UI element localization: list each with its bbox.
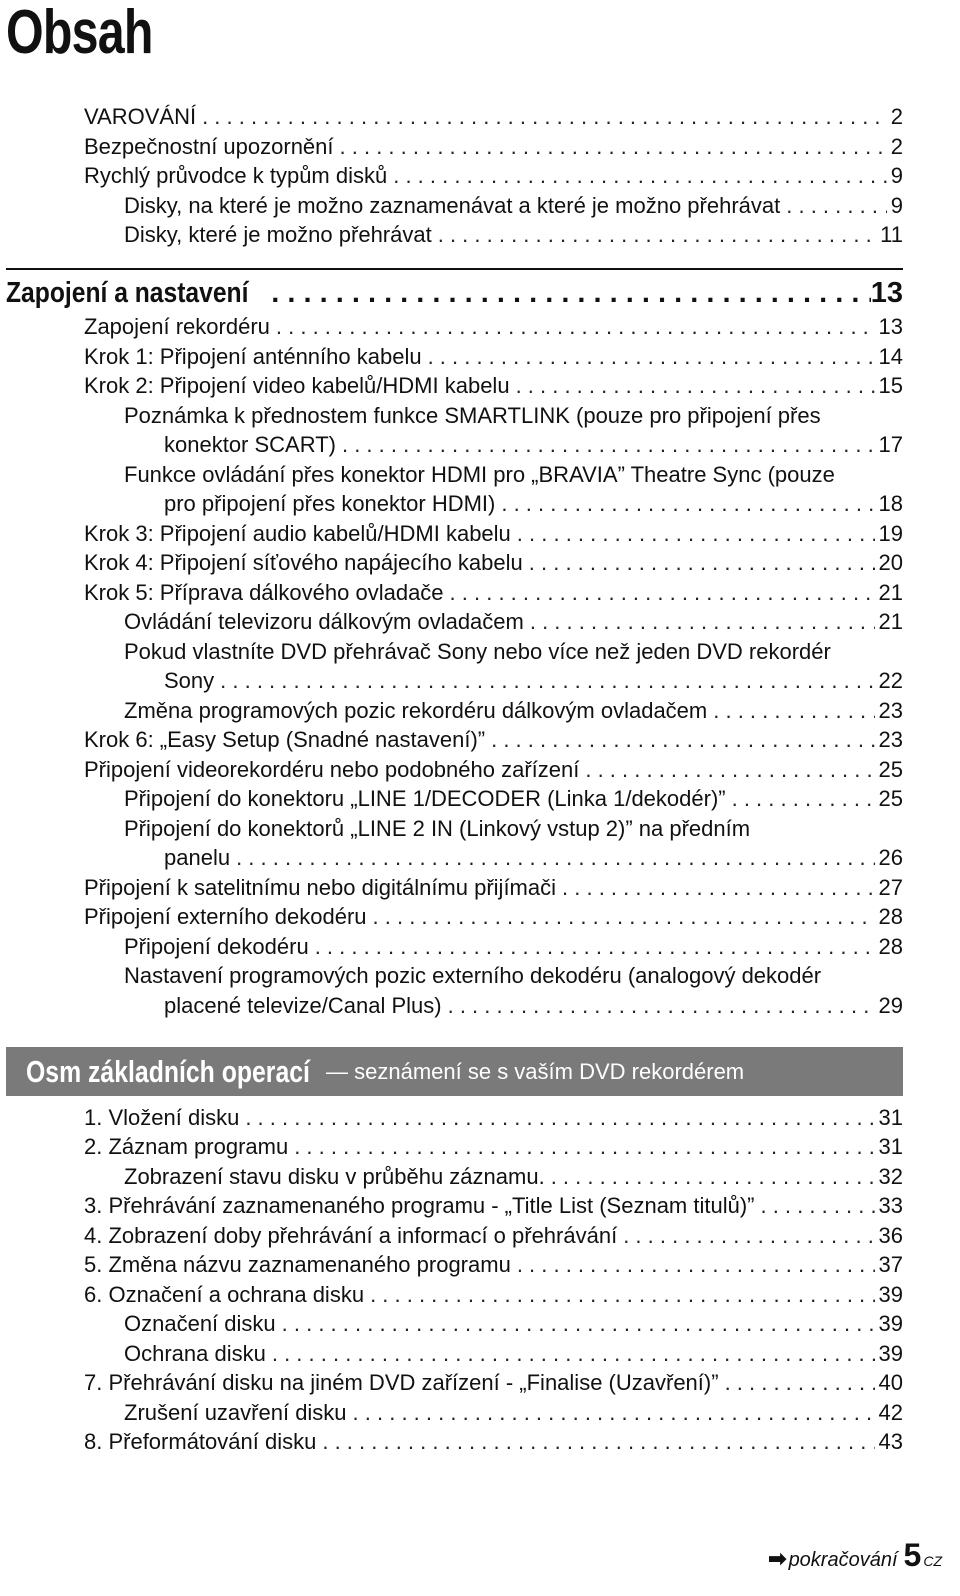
toc-entry[interactable] — [84, 1191, 903, 1221]
dot-leader — [448, 991, 875, 1021]
toc-entry-page: 39 — [878, 1311, 903, 1336]
dot-leader — [725, 1368, 875, 1398]
toc-entry[interactable] — [84, 102, 903, 132]
dot-leader — [551, 1162, 875, 1192]
toc-entry-label: Připojení externího dekodéru — [84, 904, 367, 929]
toc-entry-label: Připojení videorekordéru nebo podobného zařízení — [84, 757, 580, 782]
toc-entry-label-cont: Sony — [164, 668, 215, 693]
toc-entry[interactable] — [164, 489, 903, 519]
dot-leader — [202, 102, 887, 132]
toc-entry[interactable] — [124, 191, 903, 221]
toc-entry-page: 21 — [878, 609, 903, 634]
toc-entry-label[interactable]: Nastavení programových pozic externího dekodéru (analogový dekodér — [124, 963, 822, 988]
toc-entry-page: 14 — [878, 344, 903, 369]
toc-entry[interactable] — [84, 1103, 903, 1133]
toc-entry-page: 21 — [878, 580, 903, 605]
toc-entry-label: Zobrazení stavu disku v průběhu záznamu. — [124, 1164, 545, 1189]
toc-entry-label: Zrušení uzavření disku — [124, 1400, 347, 1425]
dot-leader — [272, 1339, 875, 1369]
toc-entry-label: Označení disku — [124, 1311, 276, 1336]
toc-entry-label: Ovládání televizoru dálkovým ovladačem — [124, 609, 524, 634]
dot-leader — [315, 932, 875, 962]
toc-entry-label: Krok 6: „Easy Setup (Snadné nastavení)” — [84, 727, 486, 752]
dot-leader — [428, 342, 875, 372]
toc-entry-page: 36 — [878, 1223, 903, 1248]
toc-entry-label: Krok 1: Připojení anténního kabelu — [84, 344, 422, 369]
dot-leader — [322, 1427, 874, 1457]
toc-entry-label: 7. Přehrávání disku na jiném DVD zařízení - „Finalise (Uzavření)” — [84, 1370, 719, 1395]
toc-entry-label: Připojení k satelitnímu nebo digitálnímu přijímači — [84, 875, 557, 900]
toc-entry[interactable] — [124, 696, 903, 726]
toc-entry-label: 6. Označení a ochrana disku — [84, 1282, 365, 1307]
toc-entry-page: 31 — [878, 1105, 903, 1130]
dot-leader — [236, 843, 874, 873]
toc-entry-label-cont: pro připojení přes konektor HDMI) — [164, 491, 496, 516]
toc-entry[interactable] — [84, 1280, 903, 1310]
dot-leader — [585, 755, 874, 785]
toc-entry-page: 40 — [878, 1370, 903, 1395]
toc-entry-label: 8. Přeformátování disku — [84, 1429, 317, 1454]
page-number: 5 — [903, 1537, 922, 1573]
dot-leader — [294, 1132, 874, 1162]
toc-entry-page: 32 — [878, 1164, 903, 1189]
toc-entry[interactable] — [84, 132, 903, 162]
page-footer — [768, 1537, 942, 1574]
dot-leader — [517, 1250, 875, 1280]
dot-leader — [517, 519, 875, 549]
toc-entry-label: 2. Záznam programu — [84, 1134, 289, 1159]
toc-entry[interactable] — [124, 1339, 903, 1369]
toc-entry-page: 28 — [878, 904, 903, 929]
section-rule — [6, 268, 903, 270]
toc-entry-page: 39 — [878, 1282, 903, 1307]
toc-entry-label: Změna programových pozic rekordéru dálkovým ovladačem — [124, 698, 708, 723]
dot-leader — [438, 220, 876, 250]
dot-leader — [282, 1309, 875, 1339]
toc-entry[interactable] — [124, 220, 903, 250]
toc-entry-label: Rychlý průvodce k typům disků — [84, 163, 388, 188]
toc-entry[interactable] — [84, 548, 903, 578]
toc-entry-page: 39 — [878, 1341, 903, 1366]
toc-entry[interactable] — [84, 902, 903, 932]
section-subtitle: — seznámení se s vaším DVD rekordérem — [326, 1058, 745, 1084]
dot-leader — [501, 489, 874, 519]
toc-entry[interactable] — [124, 607, 903, 637]
toc-entry-page: 23 — [878, 727, 903, 752]
dot-leader — [786, 191, 887, 221]
arrow-right-icon: ➡ — [768, 1546, 787, 1571]
section-title: Osm základních operací — [26, 1053, 310, 1089]
dot-leader — [342, 430, 875, 460]
section-title: Zapojení a nastavení — [6, 277, 249, 309]
toc-entry-label[interactable]: Funkce ovládání přes konektor HDMI pro „BRAVIA” Theatre Sync (pouze — [124, 462, 835, 487]
dot-leader — [353, 1398, 875, 1428]
dot-leader — [491, 725, 874, 755]
toc-entry[interactable] — [124, 1309, 903, 1339]
toc-entry[interactable] — [84, 755, 903, 785]
toc-entry[interactable] — [124, 1162, 903, 1192]
toc-entry-label: Disky, které je možno přehrávat — [124, 222, 432, 247]
dot-leader — [276, 312, 875, 342]
dot-leader — [562, 873, 875, 903]
toc-entry[interactable] — [84, 342, 903, 372]
toc-entry-label: Zapojení rekordéru — [84, 314, 270, 339]
toc-entry-page: 25 — [878, 786, 903, 811]
toc-entry-label[interactable]: Poznámka k přednostem funkce SMARTLINK (pouze pro připojení přes — [124, 403, 821, 428]
dot-leader — [370, 1280, 874, 1310]
toc-entry-page: 22 — [878, 668, 903, 693]
toc-entry[interactable] — [124, 932, 903, 962]
toc-entry-label: Připojení do konektoru „LINE 1/DECODER (Linka 1/dekodér)” — [124, 786, 726, 811]
toc-entry[interactable] — [84, 371, 903, 401]
toc-entry-label-cont: placené televize/Canal Plus) — [164, 993, 442, 1018]
toc-entry-label: VAROVÁNÍ — [84, 104, 197, 129]
toc-entry-label: Krok 4: Připojení síťového napájecího kabelu — [84, 550, 523, 575]
continue-label: pokračování — [788, 1549, 898, 1571]
toc-entry[interactable] — [84, 1427, 903, 1457]
toc-entry[interactable] — [164, 843, 903, 873]
toc-entry-page: 26 — [878, 845, 903, 870]
dot-leader — [713, 696, 874, 726]
toc-entry-label: Ochrana disku — [124, 1341, 266, 1366]
toc-entry-label: 3. Přehrávání zaznamenaného programu - „Title List (Seznam titulů)” — [84, 1193, 755, 1218]
toc-entry[interactable] — [84, 1368, 903, 1398]
dot-leader — [373, 902, 875, 932]
toc-entry[interactable] — [124, 1398, 903, 1428]
toc-entry-page: 37 — [878, 1252, 903, 1277]
toc-entry-page: 27 — [878, 875, 903, 900]
dot-leader — [220, 666, 874, 696]
toc-entry[interactable] — [164, 430, 903, 460]
toc-entry[interactable] — [84, 161, 903, 191]
section-page: 13 — [870, 277, 903, 309]
dot-leader — [393, 161, 887, 191]
toc-entry-page: 25 — [878, 757, 903, 782]
toc-entry-page: 15 — [878, 373, 903, 398]
toc-entry[interactable] — [84, 1132, 903, 1162]
toc-entry[interactable] — [84, 578, 903, 608]
toc-entry-page: 23 — [878, 698, 903, 723]
toc-entry-label: Krok 2: Připojení video kabelů/HDMI kabelu — [84, 373, 510, 398]
toc-entry-page: 33 — [878, 1193, 903, 1218]
toc-entry-label: Disky, na které je možno zaznamenávat a které je možno přehrávat — [124, 193, 781, 218]
toc-entry[interactable] — [124, 784, 903, 814]
dot-leader — [760, 1191, 874, 1221]
toc-entry-page: 13 — [878, 314, 903, 339]
toc-entry-label: Připojení dekodéru — [124, 934, 309, 959]
section-banner[interactable] — [6, 1047, 903, 1096]
toc-entry[interactable] — [84, 725, 903, 755]
toc-entry[interactable] — [84, 1221, 903, 1251]
toc-entry-label: Bezpečnostní upozornění — [84, 134, 334, 159]
toc-entry-page: 11 — [880, 222, 903, 247]
dot-leader — [271, 275, 870, 311]
toc-entry-label: 4. Zobrazení doby přehrávání a informací o přehrávání — [84, 1223, 618, 1248]
toc-entry-page: 42 — [878, 1400, 903, 1425]
dot-leader — [245, 1103, 874, 1133]
toc-entry-page: 43 — [878, 1429, 903, 1454]
toc-entry-label: 5. Změna názvu zaznamenaného programu — [84, 1252, 511, 1277]
toc-entry-page: 9 — [890, 193, 903, 218]
section-heading[interactable] — [6, 275, 903, 311]
toc-entry-page: 19 — [878, 521, 903, 546]
toc-entry-page: 2 — [890, 104, 903, 129]
dot-leader — [732, 784, 875, 814]
toc-entry-label-cont: panelu — [164, 845, 231, 870]
dot-leader — [529, 548, 875, 578]
toc-entry-page: 9 — [890, 163, 903, 188]
toc-entry-page: 20 — [878, 550, 903, 575]
toc-entry-page: 28 — [878, 934, 903, 959]
toc-entry-label: Krok 3: Připojení audio kabelů/HDMI kabelu — [84, 521, 511, 546]
toc-entry-page: 17 — [878, 432, 903, 457]
toc-entry[interactable] — [84, 519, 903, 549]
toc-entry-label: 1. Vložení disku — [84, 1105, 240, 1130]
page-title: Obsah — [6, 0, 153, 67]
toc-entry-page: 29 — [878, 993, 903, 1018]
dot-leader — [516, 371, 875, 401]
dot-leader — [623, 1221, 874, 1251]
dot-leader — [450, 578, 875, 608]
toc-entry[interactable] — [164, 666, 903, 696]
toc-entry-label-cont: konektor SCART) — [164, 432, 336, 457]
toc-entry-label[interactable]: Pokud vlastníte DVD přehrávač Sony nebo více než jeden DVD rekordér — [124, 639, 831, 664]
toc-entry[interactable] — [84, 873, 903, 903]
dot-leader — [340, 132, 887, 162]
toc-entry-label[interactable]: Připojení do konektorů „LINE 2 IN (Linkový vstup 2)” na předním — [124, 816, 751, 841]
toc-entry-page: 18 — [878, 491, 903, 516]
toc-entry-label: Krok 5: Příprava dálkového ovladače — [84, 580, 444, 605]
toc-entry-page: 31 — [878, 1134, 903, 1159]
toc-entry-page: 2 — [890, 134, 903, 159]
toc-entry[interactable] — [84, 312, 903, 342]
language-code: CZ — [923, 1553, 942, 1569]
dot-leader — [530, 607, 875, 637]
toc-entry[interactable] — [84, 1250, 903, 1280]
toc-entry[interactable] — [164, 991, 903, 1021]
